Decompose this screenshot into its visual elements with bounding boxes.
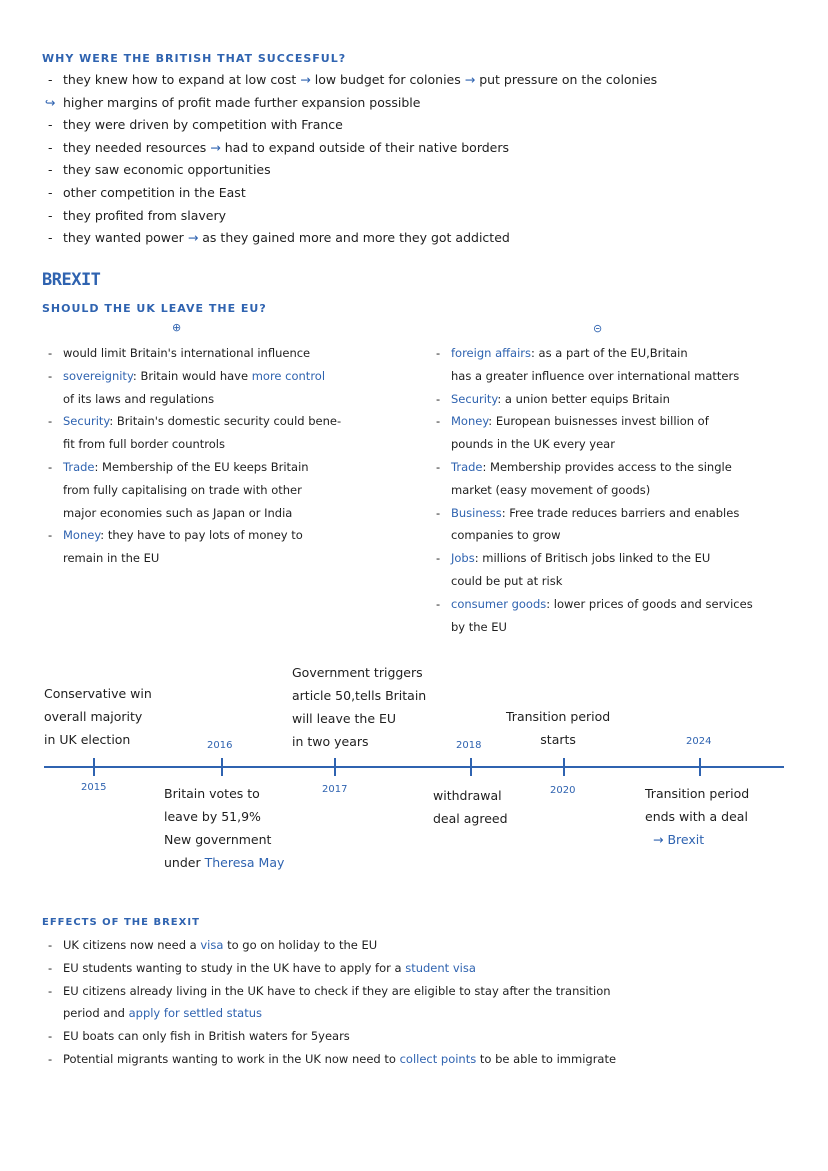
item-key: consumer goods (451, 596, 547, 611)
item-text: pounds in the UK every year (451, 437, 615, 452)
item-highlight: apply for settled status (128, 1006, 263, 1021)
item-sep: : (497, 391, 505, 406)
event-text: under (164, 855, 205, 870)
event-line: in UK election (44, 732, 131, 747)
list-item (45, 114, 805, 137)
item-text: EU boats can only fish in British waters for 5years (63, 1029, 350, 1044)
arrow-icon: → (300, 72, 311, 87)
item-text: they saw economic opportunities (63, 162, 271, 178)
list-item (45, 205, 805, 228)
item-sep: : (94, 459, 103, 474)
list-item (45, 1048, 820, 1071)
list-item (433, 433, 818, 456)
item-text: UK citizens now need a (63, 938, 201, 952)
item-sep: : (100, 528, 108, 543)
list-item (433, 570, 818, 593)
item-text: from fully capitalising on trade with other (63, 482, 302, 497)
effects-list (45, 934, 820, 1071)
event-line: article 50,tells Britain (292, 688, 427, 703)
item-text: as they gained more and more they got addicted (198, 230, 510, 246)
pro-list (45, 342, 425, 570)
item-key: foreign affairs (451, 346, 532, 360)
item-text: Potential migrants wanting to work in the UK now need to (63, 1051, 400, 1066)
list-item (433, 524, 818, 547)
item-text: EU students wanting to study in the UK have to apply for a (63, 960, 406, 975)
item-text: a union better equips Britain (504, 391, 670, 406)
year-2015: 2015 (81, 782, 107, 793)
event-line: leave by 51,9% (164, 809, 261, 824)
event-2020 (506, 705, 610, 751)
event-2018 (433, 784, 508, 830)
item-text: by the EU (451, 619, 507, 634)
item-text: market (easy movement of goods) (451, 482, 651, 497)
list-item (45, 980, 820, 1003)
list-item (45, 342, 425, 365)
item-text: could be put at risk (451, 573, 563, 588)
item-highlight: visa (200, 938, 224, 952)
item-text: period and (63, 1006, 129, 1021)
item-key: Trade (451, 459, 483, 474)
item-text: as a part of the EU,Britain (538, 346, 688, 360)
item-text: companies to grow (451, 528, 561, 543)
item-text: higher margins of profit made further expansion possible (63, 94, 421, 110)
year-2017: 2017 (322, 784, 348, 795)
list-item (433, 456, 818, 479)
list-item (45, 182, 805, 205)
list-item (45, 502, 425, 525)
list-item (45, 934, 820, 957)
list-item (45, 365, 425, 388)
list-item (433, 365, 818, 388)
item-text: EU citizens already living in the UK have to check if they are eligible to stay after the transition (63, 983, 611, 998)
item-key: Business (451, 505, 502, 520)
list-item (45, 227, 805, 250)
item-text: they needed resources (63, 139, 211, 155)
tick-2015 (93, 758, 95, 776)
item-text: has a greater influence over international matters (451, 368, 740, 383)
item-text: would limit Britain's international influence (63, 346, 311, 360)
section-heading-effects: EFFECTS OF THE BREXIT (42, 917, 200, 928)
list-item (433, 593, 818, 616)
success-reasons-list (45, 69, 805, 250)
event-line: starts (540, 732, 576, 747)
item-key: sovereignity (63, 368, 133, 383)
arrow-icon: → (187, 230, 199, 246)
item-text: to go on holiday to the EU (223, 938, 378, 952)
year-2018: 2018 (456, 740, 482, 751)
list-item (433, 502, 818, 525)
list-item (45, 69, 805, 92)
event-2016 (164, 782, 284, 874)
item-highlight: more control (251, 368, 326, 383)
year-2016: 2016 (207, 740, 233, 751)
list-item (45, 388, 425, 411)
event-2015 (44, 682, 152, 751)
item-text: European buisnesses invest billion of (495, 414, 709, 429)
item-sep: : (109, 414, 117, 429)
event-2024 (645, 782, 749, 851)
item-text: Membership provides access to the single (490, 459, 732, 474)
list-item (45, 433, 425, 456)
event-2017 (292, 661, 426, 753)
tick-2017 (334, 758, 336, 776)
item-text: Britain would have (140, 368, 252, 383)
plus-icon: ⊕ (172, 321, 182, 334)
event-line: overall majority (44, 709, 143, 724)
item-key: Money (451, 414, 489, 429)
timeline-axis (44, 766, 784, 768)
list-item (433, 616, 818, 639)
item-sep: : (546, 596, 554, 611)
item-sep: : (132, 368, 141, 383)
list-item (45, 957, 820, 980)
item-text: other competition in the East (63, 184, 246, 200)
event-line: deal agreed (433, 811, 508, 826)
event-line: Government triggers (292, 665, 423, 680)
list-item (45, 547, 425, 570)
event-line: New government (164, 832, 272, 847)
item-text: they knew how to expand at low cost (63, 72, 301, 87)
item-highlight: student visa (405, 960, 476, 975)
event-highlight: Theresa May (204, 855, 285, 870)
item-text: to be able to immigrate (476, 1051, 617, 1066)
event-line: Britain votes to (164, 786, 260, 801)
item-text: they wanted power (63, 230, 188, 246)
item-text: of its laws and regulations (63, 391, 215, 406)
item-text: Free trade reduces barriers and enables (509, 505, 740, 520)
item-text: remain in the EU (63, 551, 160, 566)
list-item (45, 159, 805, 182)
item-text: lower prices of goods and services (553, 596, 753, 611)
item-highlight: collect points (399, 1051, 477, 1066)
arrow-icon: → (464, 72, 476, 87)
list-item (45, 410, 425, 433)
event-line: Conservative win (44, 686, 152, 701)
item-text: Britain's domestic security could bene- (116, 414, 342, 429)
event-line: will leave the EU (292, 711, 397, 726)
item-sep: : (474, 551, 483, 566)
event-line: ends with a deal (645, 809, 748, 824)
list-item (433, 388, 818, 411)
event-highlight: → Brexit (653, 832, 705, 847)
item-text: Membership of the EU keeps Britain (102, 459, 309, 474)
item-key: Trade (63, 459, 95, 474)
item-text: they were driven by competition with France (63, 117, 343, 133)
item-sep: : (482, 459, 491, 474)
year-2024: 2024 (686, 736, 712, 747)
list-item (45, 92, 805, 115)
item-text: had to expand outside of their native borders (220, 139, 510, 155)
event-line: in two years (292, 734, 369, 749)
brexit-question: SHOULD THE UK LEAVE THE EU? (42, 302, 267, 315)
tick-2016 (221, 758, 223, 776)
item-text: put pressure on the colonies (475, 72, 658, 87)
list-item (433, 547, 818, 570)
list-item (433, 479, 818, 502)
list-item (45, 137, 805, 160)
list-item (45, 524, 425, 547)
list-item (45, 479, 425, 502)
year-2020: 2020 (550, 785, 576, 796)
item-sep: : (531, 346, 539, 360)
item-text: major economies such as Japan or India (63, 505, 293, 520)
section-heading-success: WHY WERE THE BRITISH THAT SUCCESFUL? (42, 52, 347, 65)
list-item (45, 1025, 820, 1048)
tick-2020 (563, 758, 565, 776)
minus-icon: ⊝ (593, 322, 603, 335)
list-item (45, 1002, 820, 1025)
list-item (45, 456, 425, 479)
item-text: millions of Britisch jobs linked to the EU (482, 551, 711, 566)
event-line: Transition period (645, 786, 750, 801)
event-line: withdrawal (433, 788, 502, 803)
item-text: low budget for colonies (310, 72, 465, 87)
tick-2024 (699, 758, 701, 776)
item-key: Jobs (451, 551, 475, 566)
item-key: Security (451, 391, 498, 406)
list-item (433, 342, 818, 365)
brexit-title: BREXIT (42, 270, 101, 290)
item-text: they profited from slavery (63, 207, 227, 223)
list-item (433, 410, 818, 433)
event-line (164, 851, 284, 874)
item-key: Money (63, 528, 101, 543)
item-sep: : (488, 414, 496, 429)
item-text: they have to pay lots of money to (107, 528, 303, 543)
event-line: Transition period (506, 709, 611, 724)
item-text: fit from full border countrols (63, 437, 225, 452)
item-key: Security (63, 414, 110, 429)
tick-2018 (470, 758, 472, 776)
item-sep: : (501, 505, 510, 520)
arrow-icon: → (210, 139, 221, 155)
con-list (433, 342, 818, 638)
